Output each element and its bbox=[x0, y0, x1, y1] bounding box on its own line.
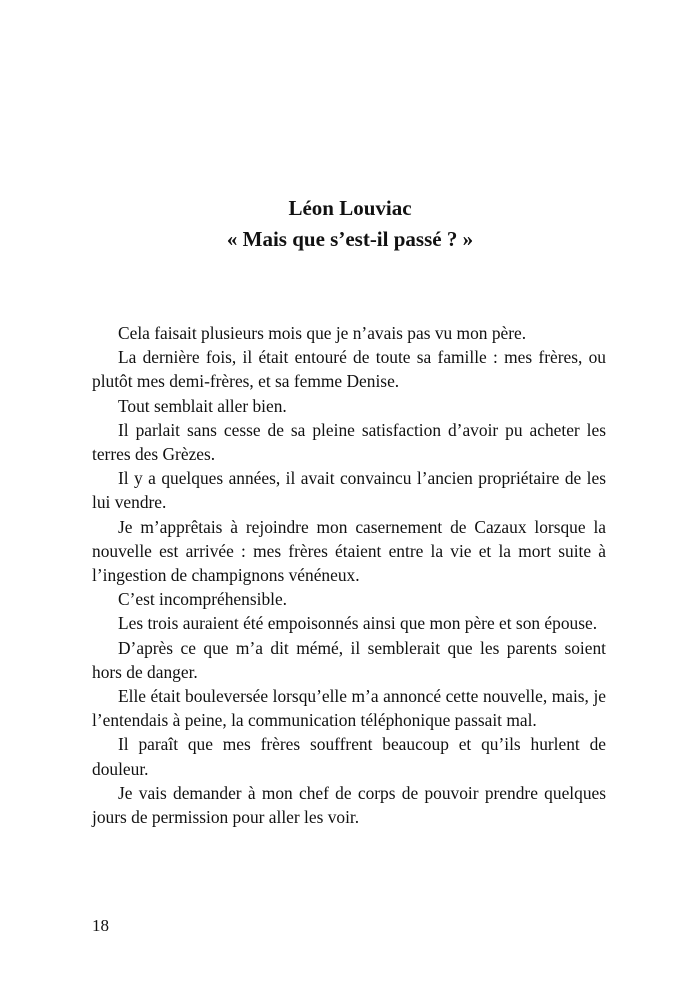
paragraph: D’après ce que m’a dit mémé, il semblerait que les parents soient hors de danger. bbox=[92, 637, 606, 682]
chapter-author: Léon Louviac bbox=[288, 196, 412, 220]
paragraph: Les trois auraient été empoisonnés ainsi que mon père et son épouse. bbox=[118, 613, 598, 634]
paragraph: La dernière fois, il était entouré de toute sa famille : mes frères, ou plutôt mes demi-frères, et sa femme Denise. bbox=[92, 347, 606, 392]
page-number: 18 bbox=[92, 916, 109, 935]
paragraph: Il paraît que mes frères souffrent beaucoup et qu’ils hurlent de douleur. bbox=[92, 734, 606, 779]
paragraph: Tout semblait aller bien. bbox=[118, 395, 287, 416]
paragraph: Je vais demander à mon chef de corps de pouvoir prendre quelques jours de permission pour aller les voir. bbox=[92, 782, 606, 828]
chapter-heading bbox=[0, 193, 700, 255]
paragraph: Il parlait sans cesse de sa pleine satisfaction d’avoir pu acheter les terres des Grèzes. bbox=[92, 419, 606, 465]
paragraph: Je m’apprêtais à rejoindre mon casernement de Cazaux lorsque la nouvelle est arrivée : mes frères étaient entre la vie et la mort suite à l’ingestion de champignons vénéneux. bbox=[92, 516, 606, 586]
body-text bbox=[92, 321, 606, 829]
paragraph: Elle était bouleversée lorsqu’elle m’a annoncé cette nouvelle, mais, je l’entendais à peine, la communication téléphonique passait mal. bbox=[92, 686, 606, 731]
chapter-subtitle: « Mais que s’est-il passé ? » bbox=[226, 227, 474, 251]
paragraph: Cela faisait plusieurs mois que je n’avais pas vu mon père. bbox=[118, 323, 527, 343]
paragraph: C’est incompréhensible. bbox=[118, 589, 288, 610]
paragraph: Il y a quelques années, il avait convaincu l’ancien propriétaire de les lui vendre. bbox=[92, 468, 606, 513]
